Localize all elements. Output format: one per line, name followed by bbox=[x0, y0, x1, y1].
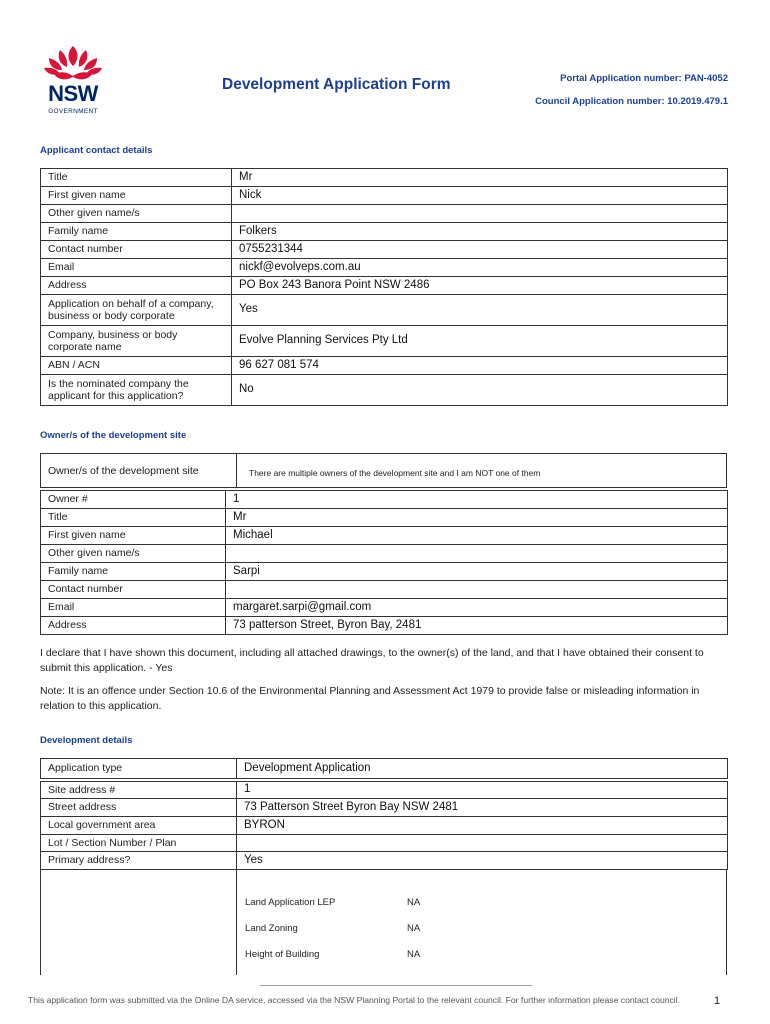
development-section-heading: Development details bbox=[40, 735, 133, 746]
table-row bbox=[41, 326, 728, 357]
zoning-label: Land Zoning bbox=[245, 923, 298, 934]
row-value: 96 627 081 574 bbox=[232, 357, 728, 375]
row-label: First given name bbox=[41, 527, 226, 545]
logo-text: NSW bbox=[48, 81, 98, 106]
table-row bbox=[41, 817, 728, 835]
table-row bbox=[41, 835, 728, 852]
row-value: 73 Patterson Street Byron Bay NSW 2481 bbox=[237, 799, 728, 817]
zoning-box bbox=[40, 869, 727, 975]
table-row bbox=[41, 259, 728, 277]
row-value: Folkers bbox=[232, 223, 728, 241]
table-row bbox=[41, 617, 728, 635]
zoning-label: Height of Building bbox=[245, 949, 320, 960]
row-value bbox=[226, 545, 728, 563]
footer-text: This application form was submitted via the Online DA service, accessed via the NSW Planning Portal to the relevant council. For further information please contact council. bbox=[28, 995, 681, 1005]
row-label: Contact number bbox=[41, 581, 226, 599]
table-row bbox=[41, 782, 728, 799]
table-row bbox=[41, 277, 728, 295]
row-value: Nick bbox=[232, 187, 728, 205]
row-value: Yes bbox=[232, 295, 728, 326]
row-label: Email bbox=[41, 259, 232, 277]
table-row bbox=[41, 799, 728, 817]
row-label: ABN / ACN bbox=[41, 357, 232, 375]
row-value: 73 patterson Street, Byron Bay, 2481 bbox=[226, 617, 728, 635]
owners-summary-box bbox=[40, 453, 727, 488]
row-value: 1 bbox=[226, 491, 728, 509]
row-value: Michael bbox=[226, 527, 728, 545]
logo-subtext: GOVERNMENT bbox=[48, 108, 98, 115]
row-value: PO Box 243 Banora Point NSW 2486 bbox=[232, 277, 728, 295]
row-value: Evolve Planning Services Pty Ltd bbox=[232, 326, 728, 357]
row-value: Yes bbox=[237, 852, 728, 870]
council-application-number: Council Application number: 10.2019.479.1 bbox=[535, 96, 728, 107]
row-label: Site address # bbox=[41, 782, 237, 799]
table-row bbox=[41, 491, 728, 509]
row-label: Lot / Section Number / Plan bbox=[41, 835, 237, 852]
table-row bbox=[41, 169, 728, 187]
applicant-section-heading: Applicant contact details bbox=[40, 145, 153, 156]
table-row bbox=[41, 852, 728, 870]
row-value: Sarpi bbox=[226, 563, 728, 581]
row-label: Family name bbox=[41, 563, 226, 581]
owner-consent-declaration: I declare that I have shown this document, including all attached drawings, to the owner(s) of the land, and that I have obtained their consent to submit this application. - Yes bbox=[40, 647, 704, 675]
table-row bbox=[41, 581, 728, 599]
table-row bbox=[41, 599, 728, 617]
row-label: First given name bbox=[41, 187, 232, 205]
footer-divider bbox=[260, 985, 532, 986]
table-row bbox=[41, 375, 728, 406]
table-row bbox=[41, 357, 728, 375]
form-title: Development Application Form bbox=[222, 76, 451, 93]
row-label: Contact number bbox=[41, 241, 232, 259]
application-type-table bbox=[40, 758, 728, 779]
zoning-value: NA bbox=[407, 897, 421, 908]
table-row bbox=[41, 527, 728, 545]
row-value: Mr bbox=[226, 509, 728, 527]
row-label: Street address bbox=[41, 799, 237, 817]
table-row bbox=[41, 241, 728, 259]
row-value: Mr bbox=[232, 169, 728, 187]
row-label: Owner # bbox=[41, 491, 226, 509]
table-row bbox=[41, 545, 728, 563]
zoning-label: Land Application LEP bbox=[245, 897, 336, 908]
row-value: 0755231344 bbox=[232, 241, 728, 259]
row-label: Address bbox=[41, 617, 226, 635]
row-value bbox=[232, 205, 728, 223]
row-value: BYRON bbox=[237, 817, 728, 835]
row-label: Address bbox=[41, 277, 232, 295]
row-value: No bbox=[232, 375, 728, 406]
table-row bbox=[41, 509, 728, 527]
zoning-value: NA bbox=[407, 949, 421, 960]
row-value: margaret.sarpi@gmail.com bbox=[226, 599, 728, 617]
owner-table bbox=[40, 490, 728, 635]
nsw-government-logo bbox=[40, 44, 106, 118]
table-row bbox=[41, 759, 728, 779]
zoning-value: NA bbox=[407, 923, 421, 934]
application-type-label: Application type bbox=[41, 759, 237, 779]
owners-section-heading: Owner/s of the development site bbox=[40, 430, 187, 441]
table-row bbox=[41, 205, 728, 223]
applicant-table bbox=[40, 168, 728, 406]
table-row bbox=[41, 223, 728, 241]
row-label: Title bbox=[41, 169, 232, 187]
zoning-divider bbox=[236, 869, 237, 975]
table-row bbox=[41, 295, 728, 326]
application-type-value: Development Application bbox=[237, 759, 728, 779]
owners-summary-label: Owner/s of the development site bbox=[41, 454, 237, 487]
row-value bbox=[237, 835, 728, 852]
table-row bbox=[41, 563, 728, 581]
row-label: Email bbox=[41, 599, 226, 617]
row-label: Application on behalf of a company, business or body corporate bbox=[41, 295, 232, 326]
row-label: Other given name/s bbox=[41, 205, 232, 223]
row-label: Other given name/s bbox=[41, 545, 226, 563]
row-label: Local government area bbox=[41, 817, 237, 835]
table-row bbox=[41, 187, 728, 205]
offence-note: Note: It is an offence under Section 10.6 of the Environmental Planning and Assessment Act 1979 to provide false or misleading information in relation to this application. bbox=[40, 685, 700, 713]
portal-application-number: Portal Application number: PAN-4052 bbox=[560, 73, 728, 84]
page-number: 1 bbox=[714, 995, 721, 1007]
row-label: Is the nominated company the applicant for this application? bbox=[41, 375, 232, 406]
row-value bbox=[226, 581, 728, 599]
row-label: Company, business or body corporate name bbox=[41, 326, 232, 357]
row-label: Primary address? bbox=[41, 852, 237, 870]
row-value: nickf@evolveps.com.au bbox=[232, 259, 728, 277]
row-label: Title bbox=[41, 509, 226, 527]
row-label: Family name bbox=[41, 223, 232, 241]
owners-summary-value: There are multiple owners of the development site and I am NOT one of them bbox=[249, 468, 541, 478]
site-address-table bbox=[40, 781, 728, 870]
row-value: 1 bbox=[237, 782, 728, 799]
